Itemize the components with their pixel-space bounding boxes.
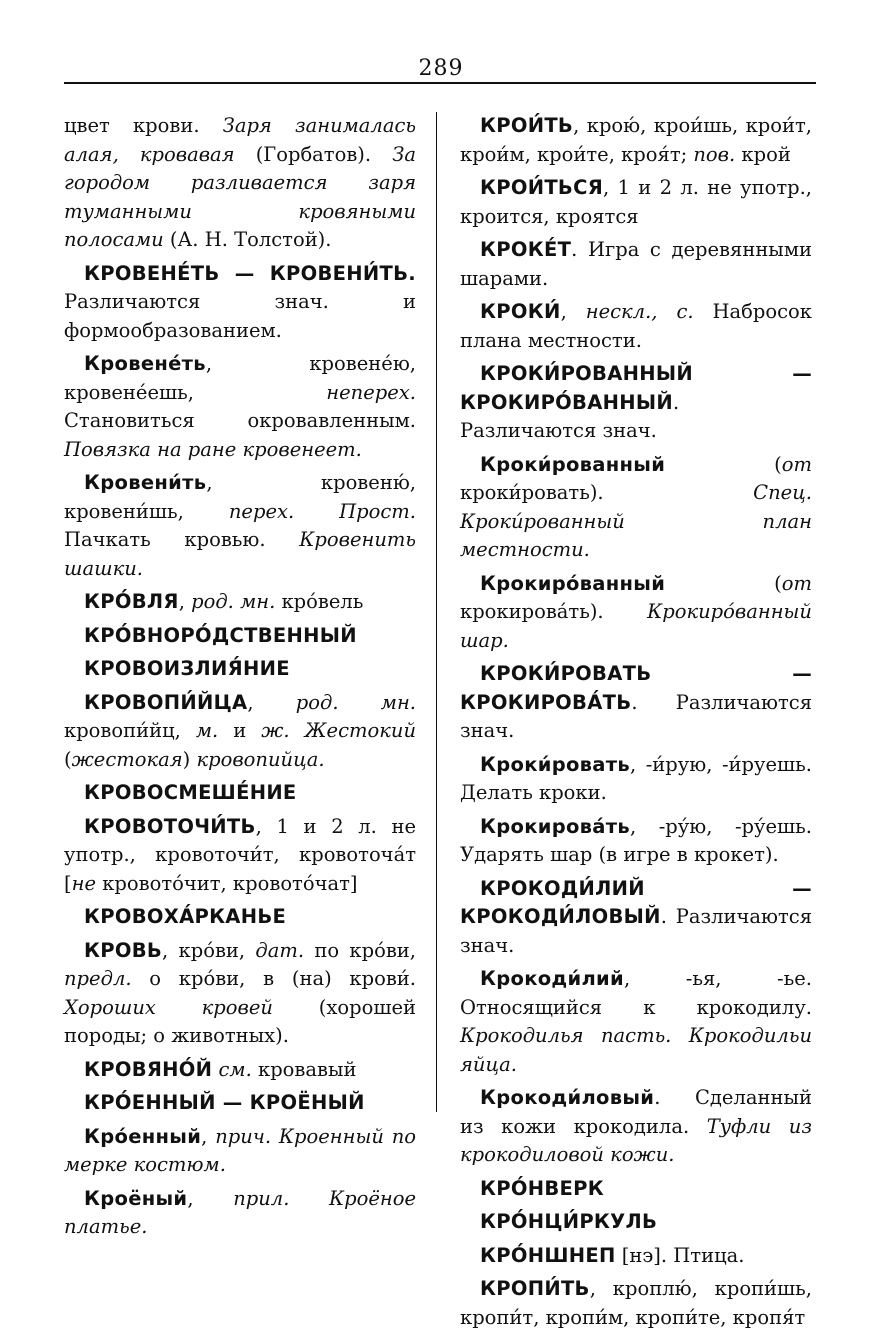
entry-text: , 1 и 2 л. не употр., кроится, кроятся (460, 176, 812, 228)
entry-text: , -и́рую, -и́руешь. Делать кроки. (460, 752, 812, 804)
entry-text: Становиться окровавленным. (64, 409, 416, 432)
headword: КРОИ́ТЬ (480, 114, 574, 137)
entry-text: о кро́ви, в (на) крови́. (131, 967, 416, 990)
entry-text: . Различаются знач. (460, 905, 812, 957)
dictionary-entry (64, 903, 416, 932)
entry-text: , (247, 690, 296, 714)
entry-text: , крою́, крои́шь, крои́т, крои́м, крои́те, кроя́т; (460, 114, 812, 166)
headword: Кроёный (84, 1186, 188, 1210)
headword: КРОВЯНО́Й (84, 1057, 213, 1081)
entry-text: ) (182, 747, 197, 771)
headword: Крокиро́ванный (480, 571, 666, 595)
entry-text: . Игра с деревянными шарами. (460, 238, 812, 290)
italic-text: ж. Жестокий (261, 719, 416, 742)
italic-text: дат. (255, 938, 305, 962)
entry-text: по кро́ви, (304, 938, 416, 962)
italic-text: не (71, 871, 96, 895)
dictionary-entry (460, 451, 812, 565)
entry-text: кровавый (251, 1057, 357, 1081)
dictionary-entry-continuation (64, 112, 416, 255)
italic-text: предл. (64, 967, 132, 990)
dictionary-entry (460, 1242, 812, 1271)
dictionary-entry (64, 588, 416, 617)
italic-text: род. мн. (191, 590, 276, 613)
right-column (460, 112, 812, 1337)
italic-text: от (781, 452, 812, 476)
headword: КРОВОСМЕШЕ́НИЕ (84, 781, 297, 804)
entry-text: кровопи́йц, (64, 719, 196, 742)
entry-text: , 1 и 2 л. не употр., кровоточи́т, кровоточа́т [ (64, 814, 416, 895)
entry-text: , (187, 1186, 234, 1210)
entry-text: (Горбатов). (234, 142, 393, 166)
dictionary-entry (460, 965, 812, 1079)
headword: Кровени́ть (84, 471, 207, 494)
italic-text: см. (218, 1057, 252, 1081)
dictionary-entry (460, 751, 812, 808)
headword: Кровене́ть (84, 352, 206, 375)
italic-text: прил. Кроёное платье. (64, 1186, 416, 1238)
italic-text: Туфли из крокодиловой кожи. (460, 1114, 812, 1166)
headword: КРОКЕ́Т (480, 238, 572, 261)
dictionary-entry (460, 1275, 812, 1332)
entry-text: ( (64, 747, 72, 771)
dictionary-entry (460, 1208, 812, 1237)
header-rule (64, 82, 816, 84)
italic-text: пов. (693, 142, 736, 166)
dictionary-entry (460, 236, 812, 293)
headword: КРОКИ́РОВАННЫЙ — КРОКИРО́ВАННЫЙ (460, 362, 812, 414)
headword: КРОВОИЗЛИЯ́НИЕ (84, 657, 290, 680)
headword: КРОКИ́РОВАТЬ — КРОКИРОВА́ТЬ (460, 662, 812, 714)
dictionary-entry (460, 1084, 812, 1170)
italic-text: За городом разливается заря туманными кровяными полосами (64, 142, 416, 251)
dictionary-entry (64, 1089, 416, 1118)
headword: КРОВОПИ́ЙЦА (84, 690, 248, 714)
headword: КРОВОТОЧИ́ТЬ (84, 814, 256, 838)
headword: Кроки́рованный (480, 452, 666, 476)
entry-text: . Сделанный из кожи крокодила. (460, 1086, 812, 1138)
dictionary-entry (64, 1123, 416, 1180)
dictionary-entry (460, 875, 812, 961)
entry-text: Различаются знач. и формообразованием. (64, 290, 416, 342)
dictionary-entry (460, 570, 812, 656)
headword: КРОКОДИ́ЛИЙ — КРОКОДИ́ЛОВЫЙ (460, 876, 812, 928)
dictionary-entry (64, 469, 416, 583)
dictionary-entry (64, 689, 416, 775)
entry-text: . Различаются знач. (460, 690, 812, 742)
headword: Кроки́ровать (480, 752, 630, 776)
dictionary-entry (64, 1185, 416, 1242)
entry-text: , (178, 590, 192, 613)
italic-text: Крокиро́ванный шар. (460, 600, 812, 652)
dictionary-entry (460, 298, 812, 355)
dictionary-entry (64, 937, 416, 1051)
entry-text: , (560, 300, 586, 323)
italic-text: Кровенить шашки. (64, 528, 416, 580)
italic-text: Хороших кровей (64, 995, 273, 1019)
dictionary-entry (460, 1175, 812, 1204)
headword: КРОКИ́ (480, 300, 561, 323)
entry-text: , кроплю́, кропи́шь, кропи́т, кропи́м, кропи́те, кропя́т (460, 1277, 812, 1329)
entry-text: , -ья, -ье. Относящийся к крокодилу. (460, 967, 812, 1019)
entry-text: (А. Н. Толстой). (163, 228, 332, 251)
entry-text: , (201, 1124, 216, 1148)
italic-text: от (781, 571, 812, 595)
italic-text: неперех. (326, 380, 416, 404)
dictionary-entry (460, 660, 812, 746)
italic-text: Крокодилья пасть. Крокодильи яйца. (460, 1024, 812, 1076)
headword: КРОВЬ (84, 938, 163, 962)
entry-text: , кровене́ю, кровене́ешь, (64, 352, 416, 404)
headword: Крокоди́ловый (480, 1086, 655, 1109)
italic-text: нескл., с. (585, 300, 694, 323)
dictionary-entry (460, 174, 812, 231)
headword: Крокирова́ть (480, 814, 630, 838)
entry-text: кро́вель (275, 590, 364, 613)
entry-text: [нэ]. Птица. (615, 1243, 745, 1267)
entry-text: крокирова́ть). (460, 600, 648, 623)
italic-text: м. (195, 719, 219, 742)
italic-text: перех. Прост. (228, 499, 416, 523)
entry-text: кровото́чит, кровото́чат] (96, 871, 358, 895)
entry-text: (хорошей породы; о животных). (64, 995, 417, 1047)
italic-text: Повязка на ране кровенеет. (64, 437, 362, 461)
italic-text: жестокая (71, 747, 183, 771)
dictionary-entry (64, 622, 416, 651)
page-number: 289 (418, 56, 464, 81)
entry-text: , -ру́ю, -ру́ешь. Ударять шар (в игре в крокет). (460, 814, 812, 866)
entry-text: Пачкать кровью. (64, 528, 300, 551)
dictionary-entry (64, 260, 416, 346)
entry-text: ( (665, 571, 782, 595)
italic-text: род. мн. (295, 690, 416, 714)
italic-text: Спец. Кроки́рованный план местности. (460, 481, 812, 561)
headword: Крокоди́лий (480, 967, 624, 990)
dictionary-entry (460, 813, 812, 870)
italic-text: Заря занималась алая, кровавая (64, 114, 416, 166)
headword: КРО́ВЛЯ (84, 590, 179, 613)
dictionary-entry (460, 360, 812, 446)
headword: КРО́НШНЕП (480, 1243, 616, 1267)
entry-text: кроки́ровать). (460, 481, 754, 504)
entry-text: . Различаются знач. (460, 390, 680, 442)
headword: КРОВОХА́РКАНЬЕ (84, 905, 287, 928)
entry-text: и (218, 719, 262, 742)
entry-text: , кровеню́, кровени́шь, (64, 471, 416, 523)
headword: КРО́ЕННЫЙ — КРОЁНЫЙ (84, 1091, 365, 1114)
entry-text: Набросок плана местности. (460, 300, 812, 352)
dictionary-entry (64, 350, 416, 464)
entry-text: крой (735, 142, 791, 166)
headword: КРО́НЦИ́РКУЛЬ (480, 1210, 658, 1233)
dictionary-entry (64, 1056, 416, 1085)
dictionary-entry (64, 655, 416, 684)
headword: КРО́ВНОРО́ДСТВЕННЫЙ (84, 623, 357, 647)
italic-text: прич. Кроенный по мерке костюм. (64, 1124, 417, 1176)
entry-text: цвет крови. (64, 114, 223, 137)
headword: КРОИ́ТЬСЯ (480, 176, 604, 199)
dictionary-entry (64, 813, 416, 899)
italic-text: кровопийца. (196, 747, 325, 771)
entry-text: , кро́ви, (162, 938, 256, 962)
column-divider (436, 112, 437, 1112)
headword: Кро́енный (84, 1124, 202, 1148)
dictionary-entry (460, 112, 812, 169)
left-column (64, 112, 416, 1247)
headword: КРОВЕНЕ́ТЬ — КРОВЕНИ́ТЬ. (84, 261, 416, 285)
entry-text: ( (665, 452, 782, 476)
headword: КРОПИ́ТЬ (480, 1277, 590, 1300)
dictionary-entry (64, 779, 416, 808)
headword: КРО́НВЕРК (480, 1176, 604, 1200)
